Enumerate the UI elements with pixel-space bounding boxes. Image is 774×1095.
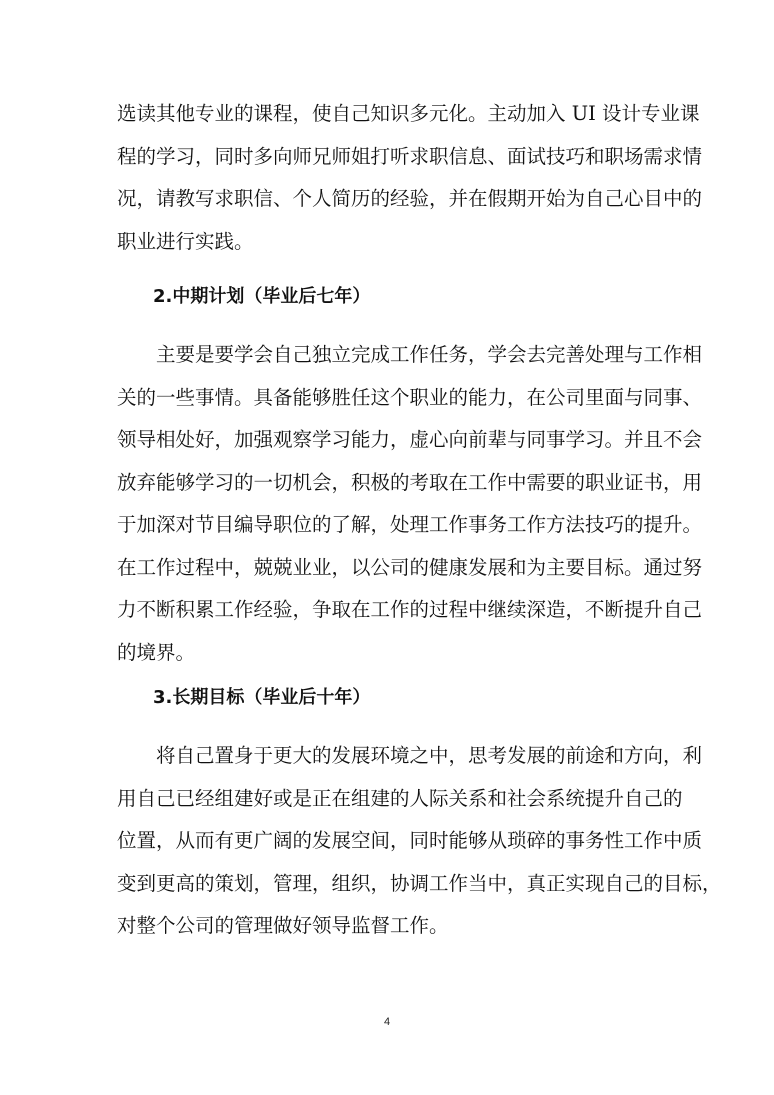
section-heading-longterm: 3.长期目标（毕业后十年） <box>153 687 371 708</box>
paragraph-line: 对整个公司的管理做好领导监督工作。 <box>117 914 449 937</box>
paragraph-line: 在工作过程中，兢兢业业，以公司的健康发展和为主要目标。通过努 <box>117 556 703 579</box>
paragraph-line: 选读其他专业的课程，使自己知识多元化。主动加入 UI 设计专业课 <box>117 102 700 125</box>
paragraph-line: 职业进行实践。 <box>117 230 254 253</box>
paragraph-line: 将自己置身于更大的发展环境之中，思考发展的前途和方向，利 <box>156 744 703 767</box>
page-number: 4 <box>383 1016 391 1028</box>
paragraph-line: 程的学习，同时多向师兄师姐打听求职信息、面试技巧和职场需求情 <box>117 145 703 168</box>
paragraph-line: 关的一些事情。具备能够胜任这个职业的能力，在公司里面与同事、 <box>117 386 703 409</box>
section-heading-midterm: 2.中期计划（毕业后七年） <box>153 286 371 307</box>
paragraph-line: 变到更高的策划，管理，组织，协调工作当中，真正实现自己的目标， <box>117 872 722 895</box>
paragraph-line: 的境界。 <box>117 641 196 664</box>
paragraph-line: 况，请教写求职信、个人简历的经验，并在假期开始为自己心目中的 <box>117 187 703 210</box>
paragraph-line: 用自己已经组建好或是正在组建的人际关系和社会系统提升自己的 <box>117 787 683 810</box>
paragraph-line: 领导相处好，加强观察学习能力，虚心向前辈与同事学习。并且不会 <box>117 428 703 451</box>
paragraph-line: 位置，从而有更广阔的发展空间，同时能够从琐碎的事务性工作中质 <box>117 829 703 852</box>
paragraph-line: 力不断积累工作经验，争取在工作的过程中继续深造，不断提升自己 <box>117 598 703 621</box>
paragraph-line: 于加深对节目编导职位的了解，处理工作事务工作方法技巧的提升。 <box>117 513 703 536</box>
paragraph-line: 主要是要学会自己独立完成工作任务，学会去完善处理与工作相 <box>156 343 703 366</box>
paragraph-line: 放弃能够学习的一切机会，积极的考取在工作中需要的职业证书，用 <box>117 471 703 494</box>
